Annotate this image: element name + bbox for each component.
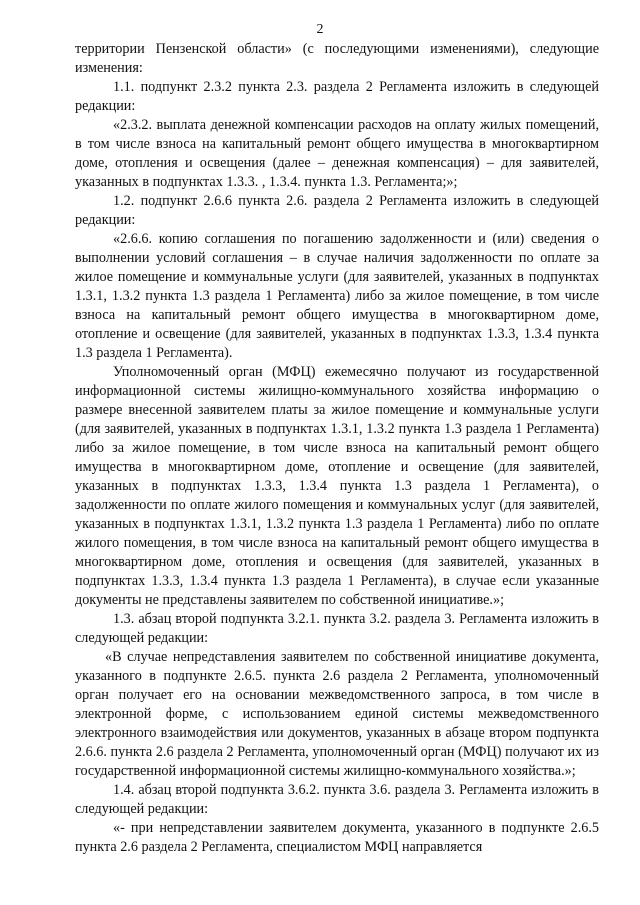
paragraph-1-1: 1.1. подпункт 2.3.2 пункта 2.3. раздела 2 Регламента изложить в следующей редакции: xyxy=(75,79,599,114)
paragraph-intro: территории Пензенской области» (с последующими изменениями), следующие изменения: xyxy=(75,41,599,76)
paragraph-quote-2-6-6: «2.6.6. копию соглашения по погашению задолженности и (или) сведения о выполнении условий соглашения – в случае наличия задолженности по оплате за жилое помещение и коммунальные услуги (для заявителей, указанных в подпунктах 1.3.1, 1.3.2 пункта 1.3 раздела 1 Регламента) либо за жилое помещение, в том числе взноса на капитальный ремонт общего имущества в многоквартирном доме, отопление и освещение (для заявителей, указанных в подпунктах 1.3.3, 1.3.4 пункта 1.3 раздела 1 Регламента). xyxy=(75,231,599,361)
paragraph-1-4: 1.4. абзац второй подпункта 3.6.2. пункта 3.6. раздела 3. Регламента изложить в следующей редакции: xyxy=(75,782,599,817)
paragraph-quote-3-2-1: «В случае непредставления заявителем по собственной инициативе документа, указанного в подпункте 2.6.5. пункта 2.6 раздела 2 Регламента, уполномоченный орган получает его на основании межведомственного запроса, в том числе в электронной форме, с использованием единой системы межведомственного электронного взаимодействия или документов, указанных в абзаце втором подпункта 2.6.6. пункта 2.6 раздела 2 Регламента, уполномоченный орган (МФЦ) получают их из государственной информационной системы жилищно-коммунального хозяйства.»; xyxy=(75,649,599,779)
paragraph-quote-2-3-2: «2.3.2. выплата денежной компенсации расходов на оплату жилых помещений, в том числе взноса на капитальный ремонт общего имущества в многоквартирном доме, отопления и освещения (далее – денежная компенсация) – для заявителей, указанных в подпунктах 1.3.3. , 1.3.4. пункта 1.3. Регламента;»; xyxy=(75,117,599,190)
paragraph-1-3: 1.3. абзац второй подпункта 3.2.1. пункта 3.2. раздела 3. Регламента изложить в следующей редакции: xyxy=(75,611,599,646)
paragraph-1-2: 1.2. подпункт 2.6.6 пункта 2.6. раздела 2 Регламента изложить в следующей редакции: xyxy=(75,193,599,228)
paragraph-quote-3-6-2: «- при непредставлении заявителем документа, указанного в подпункте 2.6.5 пункта 2.6 раздела 2 Регламента, специалистом МФЦ направляется xyxy=(75,820,599,855)
document-body xyxy=(75,40,599,857)
page-number: 2 xyxy=(316,22,324,37)
paragraph-authorized-body: Уполномоченный орган (МФЦ) ежемесячно получают из государственной информационной системы жилищно-коммунального хозяйства информацию о размере внесенной заявителем платы за жилое помещение и коммунальные услуги (для заявителей, указанных в подпунктах 1.3.1, 1.3.2 пункта 1.3 раздела 1 Регламента) либо за жилое помещение, в том числе взноса на капитальный ремонт общего имущества в многоквартирном доме, отопление и освещение (для заявителей, указанных в подпунктах 1.3.3, 1.3.4 пункта 1.3 раздела 1 Регламента), о задолженности по оплате жилого помещения и коммунальных услуг (для заявителей, указанных в подпунктах 1.3.1, 1.3.2 пункта 1.3 раздела 1 Регламента) либо по оплате жилого помещения, в том числе взноса на капитальный ремонт общего имущества в многоквартирном доме, отопления и освещения (для заявителей, указанных в подпунктах 1.3.3, 1.3.4 пункта 1.3 раздела 1 Регламента), в случае если указанные документы не представлены заявителем по собственной инициативе.»; xyxy=(75,364,599,608)
